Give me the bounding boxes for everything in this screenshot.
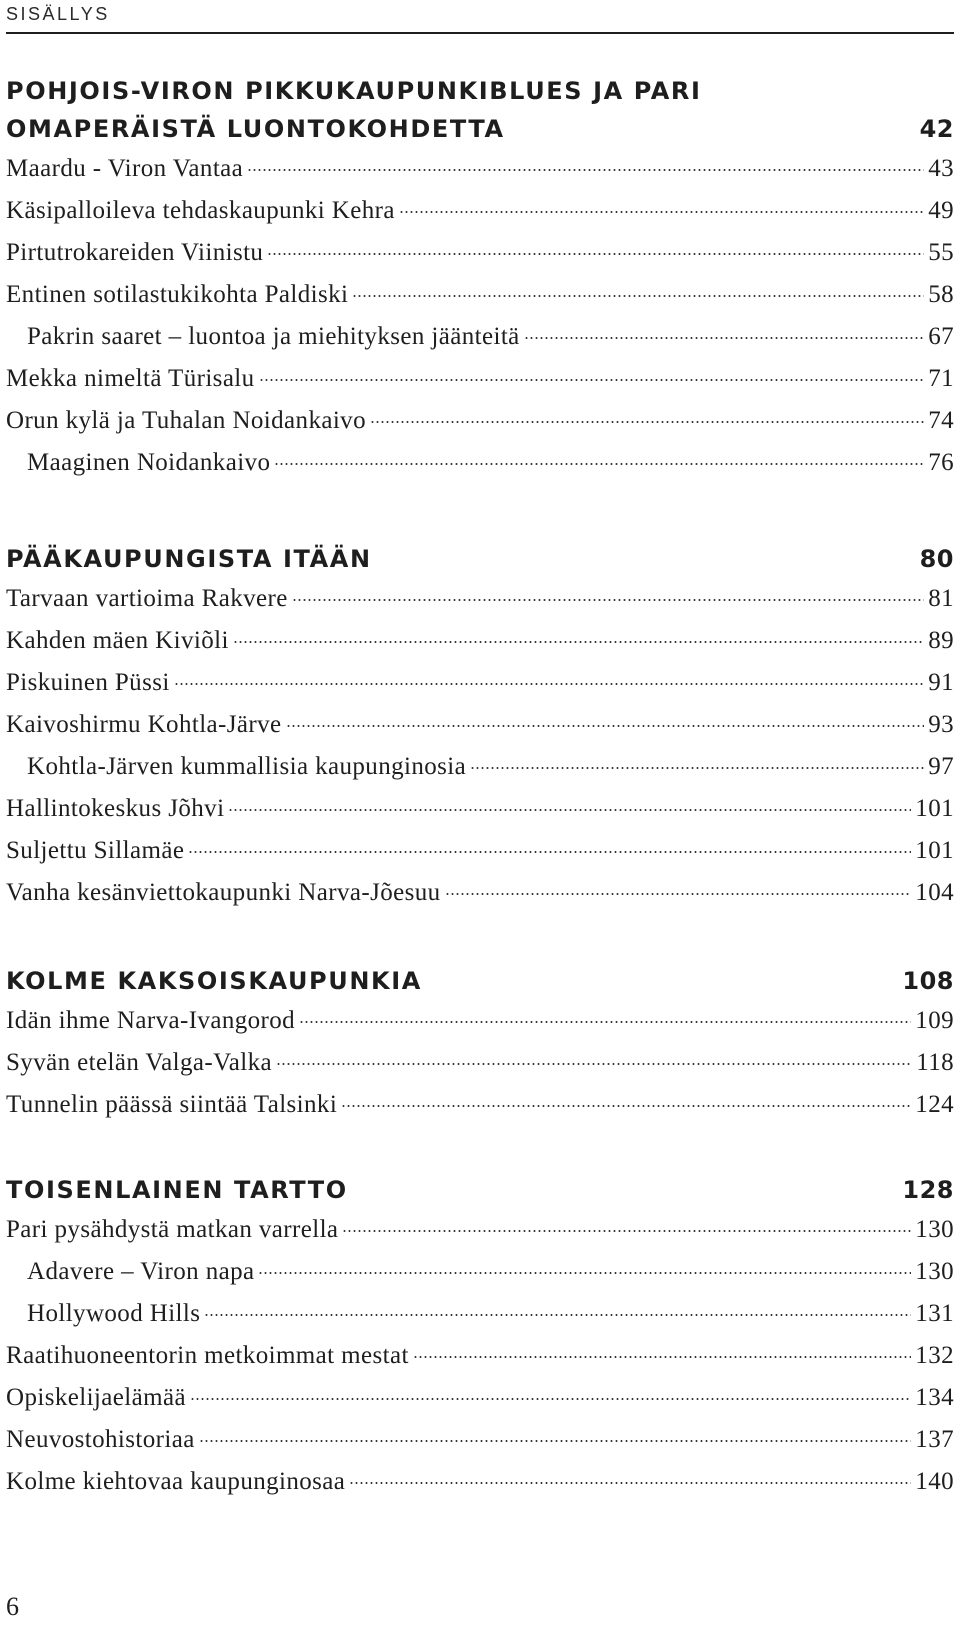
entry-page-number: 97: [928, 753, 954, 780]
entry-page-number: 118: [916, 1049, 954, 1076]
dot-leader: [292, 599, 924, 601]
entry-page-number: 137: [915, 1426, 954, 1453]
dot-leader: [445, 893, 912, 895]
toc-subentry[interactable]: [6, 1251, 954, 1293]
toc-entry[interactable]: [6, 578, 954, 620]
toc-entry[interactable]: [6, 1419, 954, 1461]
entry-title: Pari pysähdystä matkan varrella: [6, 1216, 339, 1243]
dot-leader: [349, 1482, 911, 1484]
toc-entry[interactable]: [6, 232, 954, 274]
entry-title: Kaivoshirmu Kohtla-Järve: [6, 711, 282, 738]
toc-entry[interactable]: [6, 662, 954, 704]
dot-leader: [233, 641, 924, 643]
entry-page-number: 89: [928, 627, 954, 654]
entry-page-number: 81: [928, 585, 954, 612]
toc-entry[interactable]: [6, 704, 954, 746]
entry-page-number: 67: [928, 323, 954, 350]
toc-entry[interactable]: [6, 1335, 954, 1377]
dot-leader: [190, 1398, 911, 1400]
dot-leader: [413, 1356, 912, 1358]
entry-page-number: 74: [928, 407, 954, 434]
entry-page-number: 91: [928, 669, 954, 696]
entry-page-number: 130: [915, 1216, 954, 1243]
dot-leader: [199, 1440, 912, 1442]
toc-section-3: [6, 962, 954, 1126]
entry-title: Orun kylä ja Tuhalan Noidankaivo: [6, 407, 366, 434]
entry-title: Adavere – Viron napa: [27, 1258, 255, 1285]
toc-entry[interactable]: [6, 1000, 954, 1042]
section-title-line-1: POHJOIS-VIRON PIKKUKAUPUNKIBLUES JA PARI: [6, 77, 702, 105]
entry-title: Maardu - Viron Vantaa: [6, 155, 244, 182]
entry-page-number: 101: [915, 837, 954, 864]
entry-title: Suljettu Sillamäe: [6, 837, 185, 864]
toc-entry[interactable]: [6, 274, 954, 316]
dot-leader: [370, 421, 924, 423]
toc-entry[interactable]: [6, 620, 954, 662]
running-header: [6, 2, 954, 34]
section-title: PÄÄKAUPUNGISTA ITÄÄN: [6, 545, 372, 573]
entry-title: Neuvostohistoriaa: [6, 1426, 195, 1453]
toc-entry[interactable]: [6, 1461, 954, 1503]
entry-page-number: 134: [915, 1384, 954, 1411]
dot-leader: [274, 463, 924, 465]
entry-title: Opiskelijaelämää: [6, 1384, 186, 1411]
dot-leader: [341, 1105, 911, 1107]
dot-leader: [228, 809, 911, 811]
section-page-number: 42: [919, 115, 954, 143]
page-number: 6: [6, 1592, 19, 1621]
toc-entry[interactable]: [6, 830, 954, 872]
entry-page-number: 104: [915, 879, 954, 906]
entry-title: Mekka nimeltä Türisalu: [6, 365, 255, 392]
toc-subentry[interactable]: [6, 1293, 954, 1335]
entry-page-number: 76: [928, 449, 954, 476]
toc-entry[interactable]: [6, 1377, 954, 1419]
toc-entry[interactable]: [6, 358, 954, 400]
toc-entry[interactable]: [6, 872, 954, 914]
section-heading[interactable]: [6, 962, 954, 1000]
dot-leader: [267, 253, 924, 255]
entry-title: Käsipalloileva tehdaskaupunki Kehra: [6, 197, 395, 224]
entry-page-number: 109: [915, 1007, 954, 1034]
entry-page-number: 71: [928, 365, 954, 392]
dot-leader: [524, 337, 925, 339]
entry-page-number: 140: [915, 1468, 954, 1495]
entry-title: Piskuinen Püssi: [6, 669, 170, 696]
toc-entry[interactable]: [6, 190, 954, 232]
entry-title: Entinen sotilastukikohta Paldiski: [6, 281, 349, 308]
toc-entry[interactable]: [6, 1084, 954, 1126]
dot-leader: [286, 725, 925, 727]
dot-leader: [258, 1272, 911, 1274]
section-page-number: 80: [919, 545, 954, 573]
entry-title: Kahden mäen Kiviõli: [6, 627, 229, 654]
entry-page-number: 55: [928, 239, 954, 266]
toc-entry[interactable]: [6, 400, 954, 442]
entry-page-number: 58: [928, 281, 954, 308]
entry-title: Hollywood Hills: [27, 1300, 201, 1327]
dot-leader: [259, 379, 925, 381]
toc-subentry[interactable]: [6, 316, 954, 358]
running-header-title: SISÄLLYS: [6, 4, 110, 24]
section-heading[interactable]: [6, 72, 954, 110]
entry-title: Maaginen Noidankaivo: [27, 449, 271, 476]
toc-section-2: [6, 540, 954, 914]
entry-page-number: 101: [915, 795, 954, 822]
entry-title: Syvän etelän Valga-Valka: [6, 1049, 272, 1076]
dot-leader: [399, 211, 924, 213]
entry-title: Kohtla-Järven kummallisia kaupunginosia: [27, 753, 467, 780]
section-page-number: 108: [902, 967, 954, 995]
toc-section-4: [6, 1171, 954, 1503]
entry-title: Pirtutrokareiden Viinistu: [6, 239, 264, 266]
dot-leader: [352, 295, 924, 297]
dot-leader: [188, 851, 911, 853]
section-title: TOISENLAINEN TARTTO: [6, 1176, 348, 1204]
section-title-line-2: OMAPERÄISTÄ LUONTOKOHDETTA: [6, 115, 505, 143]
entry-page-number: 43: [928, 155, 954, 182]
entry-title: Raatihuoneentorin metkoimmat mestat: [6, 1342, 409, 1369]
dot-leader: [276, 1063, 912, 1065]
entry-title: Tarvaan vartioima Rakvere: [6, 585, 288, 612]
entry-page-number: 131: [915, 1300, 954, 1327]
toc-subentry[interactable]: [6, 442, 954, 484]
entry-page-number: 124: [915, 1091, 954, 1118]
section-heading[interactable]: [6, 1171, 954, 1209]
dot-leader: [470, 767, 924, 769]
toc-subentry[interactable]: [6, 746, 954, 788]
entry-page-number: 132: [915, 1342, 954, 1369]
toc-entry[interactable]: [6, 788, 954, 830]
entry-page-number: 49: [928, 197, 954, 224]
section-heading-line-2[interactable]: [6, 110, 954, 148]
dot-leader: [174, 683, 925, 685]
entry-page-number: 93: [928, 711, 954, 738]
toc-section-1: [6, 72, 954, 484]
section-page-number: 128: [902, 1176, 954, 1204]
toc-entry[interactable]: [6, 148, 954, 190]
dot-leader: [247, 169, 924, 171]
toc-entry[interactable]: [6, 1042, 954, 1084]
dot-leader: [342, 1230, 911, 1232]
entry-title: Tunnelin päässä siintää Talsinki: [6, 1091, 338, 1118]
entry-title: Hallintokeskus Jõhvi: [6, 795, 225, 822]
section-heading[interactable]: [6, 540, 954, 578]
toc-entry[interactable]: [6, 1209, 954, 1251]
dot-leader: [204, 1314, 911, 1316]
section-title: KOLME KAKSOISKAUPUNKIA: [6, 967, 422, 995]
entry-title: Idän ihme Narva-Ivangorod: [6, 1007, 296, 1034]
entry-page-number: 130: [915, 1258, 954, 1285]
dot-leader: [299, 1021, 911, 1023]
entry-title: Vanha kesänviettokaupunki Narva-Jõesuu: [6, 879, 441, 906]
entry-title: Pakrin saaret – luontoa ja miehityksen jäänteitä: [27, 323, 520, 350]
entry-title: Kolme kiehtovaa kaupunginosaa: [6, 1468, 346, 1495]
